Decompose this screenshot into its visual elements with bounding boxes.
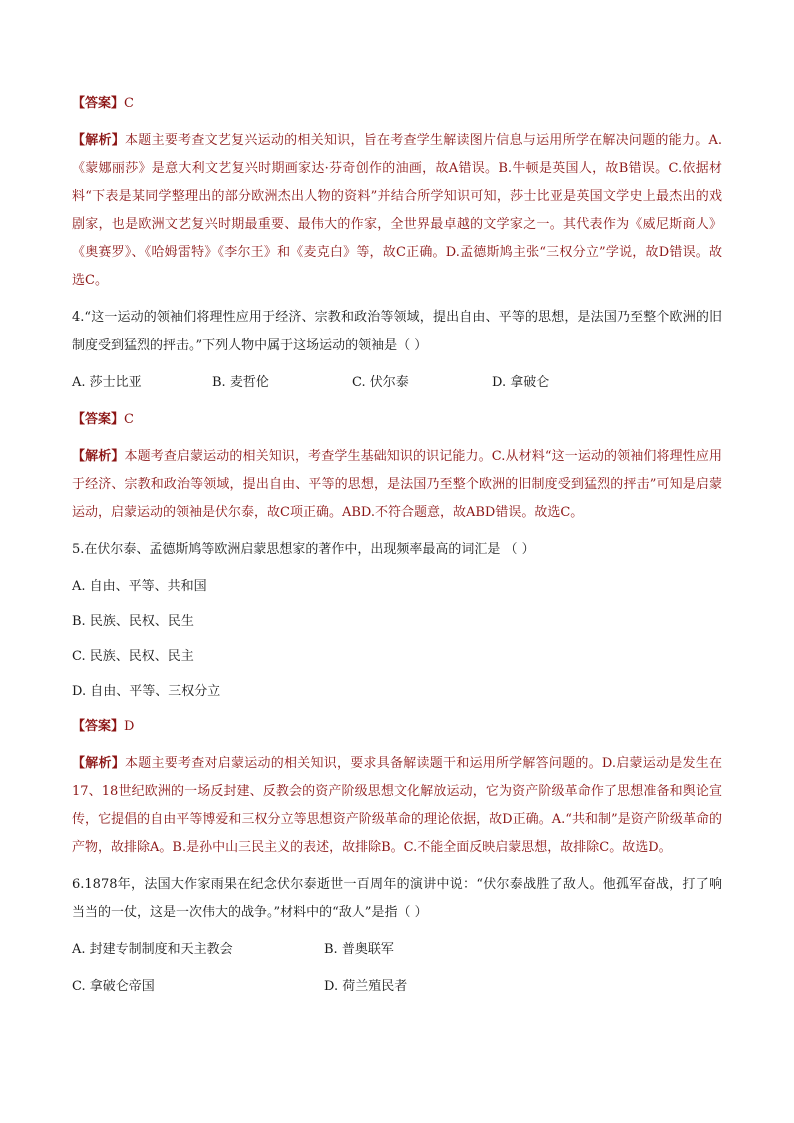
q4-analysis: 【解析】本题考查启蒙运动的相关知识，考查学生基础知识的识记能力。C.从材料“这一运动的领袖们将理性应用于经济、宗教和政治等领域，提出自由、平等的思想，是法国乃至整个欧洲的旧制度受到猛烈的抨击”可知是启蒙运动，启蒙运动的领袖是伏尔泰，故C项正确。ABD.不符合题意，故ABD错误。故选C。 bbox=[72, 449, 722, 520]
q6-option-d: D. 荷兰殖民者 bbox=[324, 979, 408, 994]
q4-option-c: C. 伏尔泰 bbox=[352, 375, 409, 390]
q6-options-row-1 bbox=[72, 936, 722, 964]
q6-option-a: A. 封建专制制度和天主教会 bbox=[72, 942, 233, 957]
q6-options-row-2 bbox=[72, 973, 722, 1001]
q3-answer: 【答案】C bbox=[72, 96, 134, 111]
q4-options bbox=[72, 369, 722, 397]
q4-option-a: A. 莎士比亚 bbox=[72, 375, 142, 390]
q4-question: 4.“这一运动的领袖们将理性应用于经济、宗教和政治等领域，提出自由、平等的思想，是法国乃至整个欧洲的旧制度受到猛烈的抨击。”下列人物中属于这场运动的领袖是（ ） bbox=[72, 310, 722, 353]
q6-option-c: C. 拿破仑帝国 bbox=[72, 979, 155, 994]
q3-analysis: 【解析】本题主要考查文艺复兴运动的相关知识，旨在考查学生解读图片信息与运用所学在解决问题的能力。A.《蒙娜丽莎》是意大利文艺复兴时期画家达·芬奇创作的油画，故A错误。B.牛顿是英国人，故B错误。C.依据材料“下表是某同学整理出的部分欧洲杰出人物的资料”并结合所学知识可知，莎士比亚是英国文学史上最杰出的戏剧家，也是欧洲文艺复兴时期最重要、最伟大的作家，全世界最卓越的文学家之一。其代表作为《威尼斯商人》《奥赛罗》、《哈姆雷特》《李尔王》和《麦克白》等，故C正确。D.孟德斯鸠主张“三权分立”学说，故D错误。故选C。 bbox=[72, 133, 722, 288]
document-page bbox=[72, 90, 722, 1010]
q5-analysis: 【解析】本题主要考查对启蒙运动的相关知识，要求具备解读题干和运用所学解答问题的。D.启蒙运动是发生在17、18世纪欧洲的一场反封建、反教会的资产阶级思想文化解放运动，它为资产阶级革命作了思想准备和舆论宣传，它提倡的自由平等博爱和三权分立等思想资产阶级革命的理论依据，故D正确。A.“共和制”是资产阶级革命的产物，故排除A。B.是孙中山三民主义的表述，故排除B。C.不能全面反映启蒙思想，故排除C。故选D。 bbox=[72, 756, 722, 855]
q5-option-c: C. 民族、民权、民主 bbox=[72, 649, 194, 664]
q5-option-b: B. 民族、民权、民生 bbox=[72, 614, 194, 629]
q5-option-a: A. 自由、平等、共和国 bbox=[72, 579, 207, 594]
q4-option-b: B. 麦哲伦 bbox=[212, 375, 269, 390]
q5-answer: 【答案】D bbox=[72, 719, 135, 734]
q6-question: 6.1878年，法国大作家雨果在纪念伏尔泰逝世一百周年的演讲中说：“伏尔泰战胜了敌人。他孤军奋战，打了响当当的一仗，这是一次伟大的战争。”材料中的“敌人”是指（ ） bbox=[72, 877, 722, 920]
q4-option-d: D. 拿破仑 bbox=[492, 375, 550, 390]
q6-option-b: B. 普奥联军 bbox=[324, 942, 394, 957]
q5-question: 5.在伏尔泰、孟德斯鸠等欧洲启蒙思想家的著作中，出现频率最高的词汇是 （ ） bbox=[72, 542, 535, 557]
q4-answer: 【答案】C bbox=[72, 412, 134, 427]
q5-option-d: D. 自由、平等、三权分立 bbox=[72, 684, 221, 699]
